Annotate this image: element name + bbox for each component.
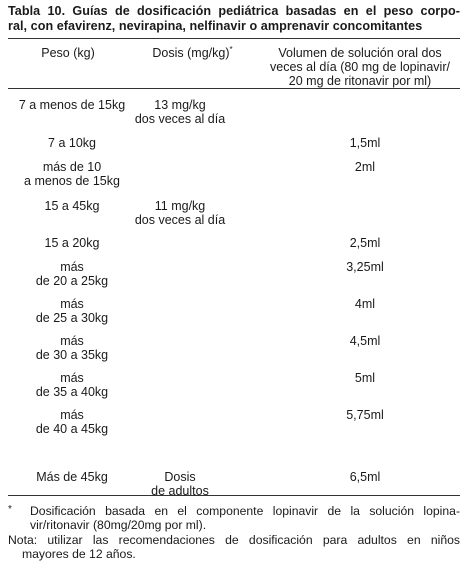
cell-peso-line: más xyxy=(60,297,84,311)
cell-dosis-line: dos veces al día xyxy=(134,213,226,227)
cell-volumen: 6,5ml xyxy=(349,470,381,484)
cell-peso-line: más xyxy=(60,408,84,422)
cell-peso-line: de 25 a 30kg xyxy=(35,311,109,325)
cell-peso xyxy=(8,236,136,250)
cell-peso-line: más xyxy=(60,371,84,385)
footnote-nota xyxy=(8,533,460,561)
cell-peso xyxy=(8,371,136,399)
table-title-line-1: Tabla 10. Guías de dosificación pediátrica basadas en el peso corpo- xyxy=(8,4,460,18)
cell-peso-line: 7 a menos de 15kg xyxy=(18,98,126,112)
cell-peso-line: más de 10 xyxy=(42,160,102,174)
cell-dosis-line: Dosis xyxy=(164,470,196,484)
cell-peso-line: de 20 a 25kg xyxy=(35,274,109,288)
cell-volumen: 2,5ml xyxy=(349,236,381,250)
cell-peso xyxy=(8,98,136,112)
cell-dosis xyxy=(130,199,230,227)
cell-dosis xyxy=(130,98,230,126)
cell-peso-line: más xyxy=(60,260,84,274)
footnote-mark: * xyxy=(8,504,12,515)
cell-peso xyxy=(8,334,136,362)
header-bottom-rule xyxy=(8,88,460,89)
column-header-dosis-label: Dosis (mg/kg) xyxy=(152,46,230,60)
cell-volumen: 1,5ml xyxy=(349,136,381,150)
table-title xyxy=(8,4,460,34)
cell-peso-line: a menos de 15kg xyxy=(24,174,120,188)
cell-peso xyxy=(8,136,136,150)
cell-peso xyxy=(8,297,136,325)
column-header-peso: Peso (kg) xyxy=(41,46,95,60)
cell-volumen: 3,25ml xyxy=(346,260,384,274)
cell-peso-line: Más de 45kg xyxy=(36,470,108,484)
cell-volumen: 4ml xyxy=(354,297,376,311)
cell-peso xyxy=(8,160,136,188)
table-title-line-2: ral, con efavirenz, nevirapina, nelfinavir o amprenavir concomitantes xyxy=(8,19,423,33)
cell-dosis-line: 11 mg/kg xyxy=(154,199,206,213)
table-top-rule xyxy=(8,38,460,39)
column-header-volumen xyxy=(258,46,462,88)
cell-peso-line: de 40 a 45kg xyxy=(35,422,109,436)
cell-dosis-line: 13 mg/kg xyxy=(154,98,206,112)
cell-volumen: 4,5ml xyxy=(349,334,381,348)
cell-volumen: 5ml xyxy=(354,371,376,385)
cell-volumen: 5,75ml xyxy=(346,408,384,422)
footnote-dosis-line-2: vir/ritonavir (80mg/20mg por ml). xyxy=(30,518,207,532)
cell-peso xyxy=(8,470,136,484)
column-header-volumen-line-2: veces al día (80 mg de lopinavir/ xyxy=(270,60,450,74)
cell-dosis-line: de adultos xyxy=(151,484,209,498)
cell-peso-line: de 30 a 35kg xyxy=(35,348,109,362)
footnote-nota-line-1: Nota: utilizar las recomendaciones de dosificación para adultos en niños xyxy=(8,533,460,547)
cell-volumen: 2ml xyxy=(354,160,376,174)
footnote-dosis-line-1: Dosificación basada en el componente lopinavir de la solución lopina- xyxy=(30,504,460,518)
cell-peso xyxy=(8,408,136,436)
dosis-footnote-mark: * xyxy=(229,44,233,54)
cell-peso-line: de 35 a 40kg xyxy=(35,385,109,399)
cell-peso-line: 15 a 45kg xyxy=(44,199,100,213)
cell-peso-line: 15 a 20kg xyxy=(44,236,100,250)
cell-peso-line: más xyxy=(60,334,84,348)
cell-peso-line: 7 a 10kg xyxy=(48,136,96,150)
column-header-volumen-line-1: Volumen de solución oral dos xyxy=(278,46,442,60)
cell-peso xyxy=(8,260,136,288)
cell-dosis xyxy=(130,470,230,498)
column-header-dosis xyxy=(130,46,255,60)
column-header-volumen-line-3: 20 mg de ritonavir por ml) xyxy=(288,74,432,88)
table-bottom-rule xyxy=(8,495,460,496)
cell-peso xyxy=(8,199,136,213)
footnote-nota-line-2: mayores de 12 años. xyxy=(22,547,136,561)
cell-dosis-line: dos veces al día xyxy=(134,112,226,126)
footnote-dosis xyxy=(8,504,460,532)
